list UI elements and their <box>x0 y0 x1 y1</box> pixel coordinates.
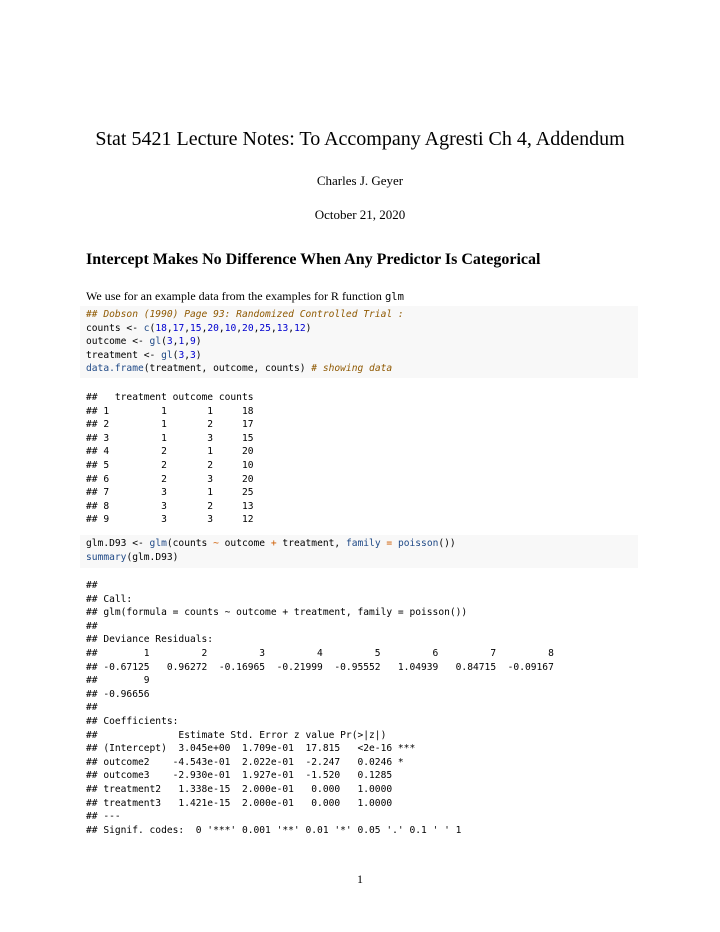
code-line-outcome: outcome <- gl(3,1,9) <box>86 336 202 348</box>
intro-text: We use for an example data from the examples for R function <box>86 289 382 303</box>
output-row: ## 1 1 1 18 <box>86 405 254 417</box>
code-lines <box>86 308 404 376</box>
code-line-counts: counts <- c(18,17,15,20,10,20,25,13,12) <box>86 322 312 334</box>
output-line: ## (Intercept) 3.045e+00 1.709e-01 17.815 <2e-16 *** <box>86 743 416 755</box>
output-row: ## 9 3 3 12 <box>86 514 254 526</box>
page-number: 1 <box>357 872 363 886</box>
output-row: ## 8 3 2 13 <box>86 500 254 512</box>
code-comment-line: ## Dobson (1990) Page 93: Randomized Controlled Trial : <box>86 309 404 320</box>
output-line: ## Signif. codes: 0 '***' 0.001 '**' 0.01 '*' 0.05 '.' 0.1 ' ' 1 <box>86 824 462 836</box>
output-row: ## 6 2 3 20 <box>86 473 254 485</box>
output-header: ## treatment outcome counts <box>86 392 254 403</box>
date: October 21, 2020 <box>314 207 406 222</box>
code-line-treatment: treatment <- gl(3,3) <box>86 349 202 361</box>
output-line: ## outcome2 -4.543e-01 2.022e-01 -2.247 0.0246 * <box>86 756 404 768</box>
output-row: ## 5 2 2 10 <box>86 459 254 471</box>
output-line: ## <box>86 580 98 591</box>
code-line-dataframe: data.frame(treatment, outcome, counts) # showing data <box>86 363 393 375</box>
output-line: ## -0.67125 0.96272 -0.16965 -0.21999 -0.95552 1.04939 0.84715 -0.09167 <box>86 661 554 673</box>
code-block-dobson <box>80 306 638 378</box>
section-heading: Intercept Makes No Difference When Any Predictor Is Categorical <box>86 251 541 268</box>
intro-code: glm <box>384 291 404 303</box>
output-line: ## glm(formula = counts ~ outcome + treatment, family = poisson()) <box>86 607 468 619</box>
code-block-glm <box>80 535 638 568</box>
output-line: ## 9 <box>86 675 150 687</box>
output-row: ## 4 2 1 20 <box>86 446 254 458</box>
code-line-summary: summary(glm.D93) <box>86 551 179 563</box>
code-lines <box>86 537 456 564</box>
output-row: ## 2 1 2 17 <box>86 419 254 431</box>
data-frame-output <box>86 391 254 527</box>
output-line: ## Estimate Std. Error z value Pr(>|z|) <box>86 729 387 741</box>
output-line: ## <box>86 702 98 714</box>
output-line: ## 1 2 3 4 5 6 7 8 <box>86 647 554 659</box>
output-line: ## <box>86 620 98 632</box>
document-title: Stat 5421 Lecture Notes: To Accompany Agresti Ch 4, Addendum <box>95 128 625 150</box>
glm-summary-output <box>86 579 554 837</box>
intro-paragraph <box>86 289 404 304</box>
output-line: ## Deviance Residuals: <box>86 634 214 646</box>
output-row: ## 7 3 1 25 <box>86 487 254 499</box>
output-line: ## --- <box>86 811 121 823</box>
output-line: ## -0.96656 <box>86 688 150 700</box>
output-line: ## treatment2 1.338e-15 2.000e-01 0.000 1.0000 <box>86 783 393 795</box>
code-line-glm: glm.D93 <- glm(counts ~ outcome + treatment, family = poisson()) <box>86 538 456 549</box>
output-row: ## 3 1 3 15 <box>86 432 254 444</box>
output-line: ## treatment3 1.421e-15 2.000e-01 0.000 1.0000 <box>86 797 393 809</box>
output-line: ## Coefficients: <box>86 715 179 727</box>
author: Charles J. Geyer <box>316 173 404 188</box>
output-line: ## Call: <box>86 593 133 605</box>
output-line: ## outcome3 -2.930e-01 1.927e-01 -1.520 0.1285 <box>86 770 393 782</box>
